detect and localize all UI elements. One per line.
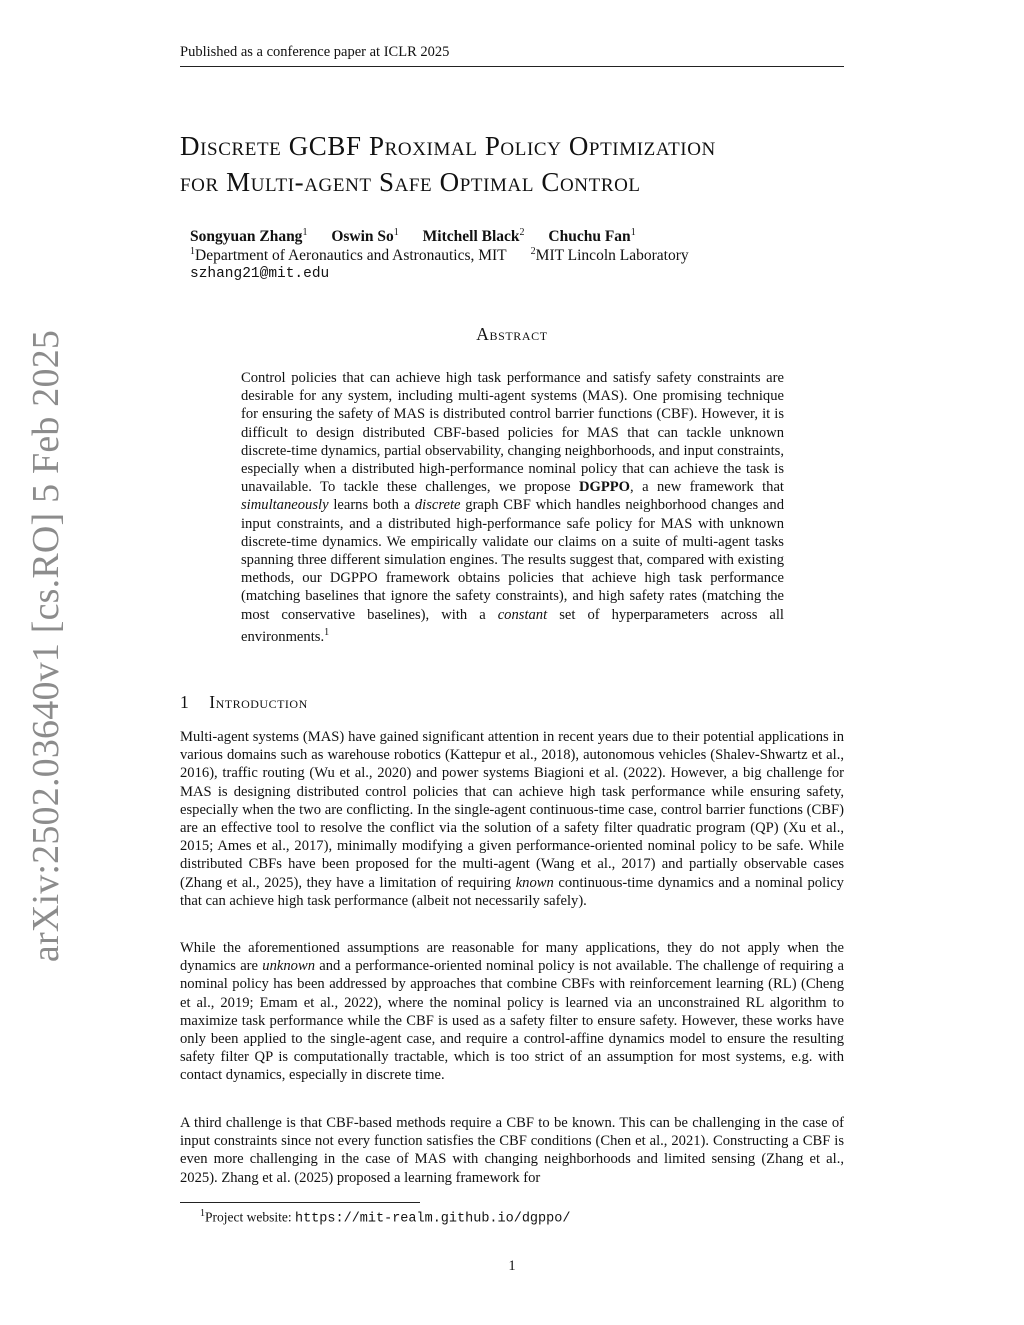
method-name: DGPPO <box>578 479 631 496</box>
project-website-link[interactable]: https://mit-realm.github.io/dgppo/ <box>294 1211 571 1227</box>
abstract-body: Control policies that can achieve high task performance and satisfy safety constraints are desirable for any system, including multi-agent systems (MAS). One promising technique for ensuring the safety of MAS is distributed control barrier functions (CBF). However, it is difficult to design distributed CBF-based policies for MAS that can tackle unknown discrete-time dynamics, partial observability, changing neighborhoods, and input constraints, especially when a distributed high-performance nominal policy that can achieve the task is unavailable. To tackle these challenges, we propose DGPPO, a new framework that simultaneously learns both a discrete graph CBF which handles neighborhood changes and input constraints, and a distributed high-performance safe policy for MAS with unknown discrete-time dynamics. We empirically validate our claims on a suite of multi-agent tasks spanning three different simulation engines. The results suggest that, compared with existing methods, our DGPPO framework obtains policies that achieve high task performance (matching baselines that ignore the safety constraints), and high safety rates (matching the most conservative baselines), with a constant set of hyperparameters across all environments.$^1$ <box>241 370 784 645</box>
author: Chuchu Fan$^1$ <box>548 227 636 246</box>
page-number: 1 <box>508 1258 516 1274</box>
paper-title-line-1: Discrete GCBF Proximal Policy Optimization <box>180 131 716 161</box>
contact-email: szhang21@mit.edu <box>190 266 330 282</box>
header-rule <box>180 66 844 67</box>
affiliations <box>190 246 689 265</box>
author: Oswin So$^1$ <box>331 227 399 246</box>
author: Songyuan Zhang$^1$ <box>190 227 308 246</box>
footnote: $^1$Project website: https://mit-realm.github.io/dgppo/ <box>200 1208 571 1227</box>
author-list <box>190 227 656 246</box>
paragraph: While the aforementioned assumptions are reasonable for many applications, they do not apply when the dynamics are unknown and a performance-oriented nominal policy is not available. The challenge of requiring a nominal policy has been addressed by approaches that combine CBFs with reinforcement learning (RL) (Cheng et al., 2019; Emam et al., 2022), where the nominal policy is learned via an unconstrained RL algorithm to maximize task performance while the CBF is used as a safety filter to ensure safety. However, these works have only been applied to the single-agent case, and require a control-affine dynamics model to ensure the resulting safety filter QP is computationally tractable, which is too strict of an assumption for most systems, e.g. with contact dynamics, especially in discrete time. <box>180 940 844 1084</box>
affiliation: $^1$Department of Aeronautics and Astronautics, MIT <box>190 246 507 265</box>
running-header: Published as a conference paper at ICLR 2025 <box>180 44 450 60</box>
arxiv-identifier-stamp: arXiv:2502.03640v1 [cs.RO] 5 Feb 2025 <box>25 329 67 963</box>
footnote-rule <box>180 1202 420 1203</box>
author: Mitchell Black$^2$ <box>422 227 525 246</box>
footnote-marker: 1 <box>324 626 330 638</box>
abstract-heading: Abstract <box>476 324 548 344</box>
paragraph: A third challenge is that CBF-based methods require a CBF to be known. This can be challenging in the case of input constraints since not every function satisfies the CBF conditions (Chen et al., 2021). Constructing a CBF is even more challenging in the case of MAS with changing neighborhoods and limited sensing (Zhang et al., 2025). Zhang et al. (2025) proposed a learning framework for <box>180 1115 844 1186</box>
section-heading-introduction: 1 Introduction <box>180 692 308 712</box>
affiliation: $^2$MIT Lincoln Laboratory <box>530 246 689 265</box>
paper-title <box>180 128 880 200</box>
paragraph: Multi-agent systems (MAS) have gained significant attention in recent years due to their potential applications in various domains such as warehouse robotics (Kattepur et al., 2018), autonomous vehicles (Shalev-Shwartz et al., 2016), traffic routing (Wu et al., 2020) and power systems Biagioni et al. (2022). However, a big challenge for MAS is designing distributed control policies that can achieve high task performance while ensuring safety, especially when the two are conflicting. In the single-agent continuous-time case, control barrier functions (CBF) are an effective tool to resolve the conflict via the solution of a safety filter quadratic program (QP) (Xu et al., 2015; Ames et al., 2017), minimally modifying a given performance-oriented nominal policy to be safe. While distributed CBFs have been proposed for the multi-agent (Wang et al., 2017) and partially observable cases (Zhang et al., 2025), they have a limitation of requiring known continuous-time dynamics and a nominal policy that can achieve high task performance (albeit not necessarily safely). <box>180 729 844 909</box>
paper-title-line-2: for Multi-agent Safe Optimal Control <box>180 167 641 197</box>
